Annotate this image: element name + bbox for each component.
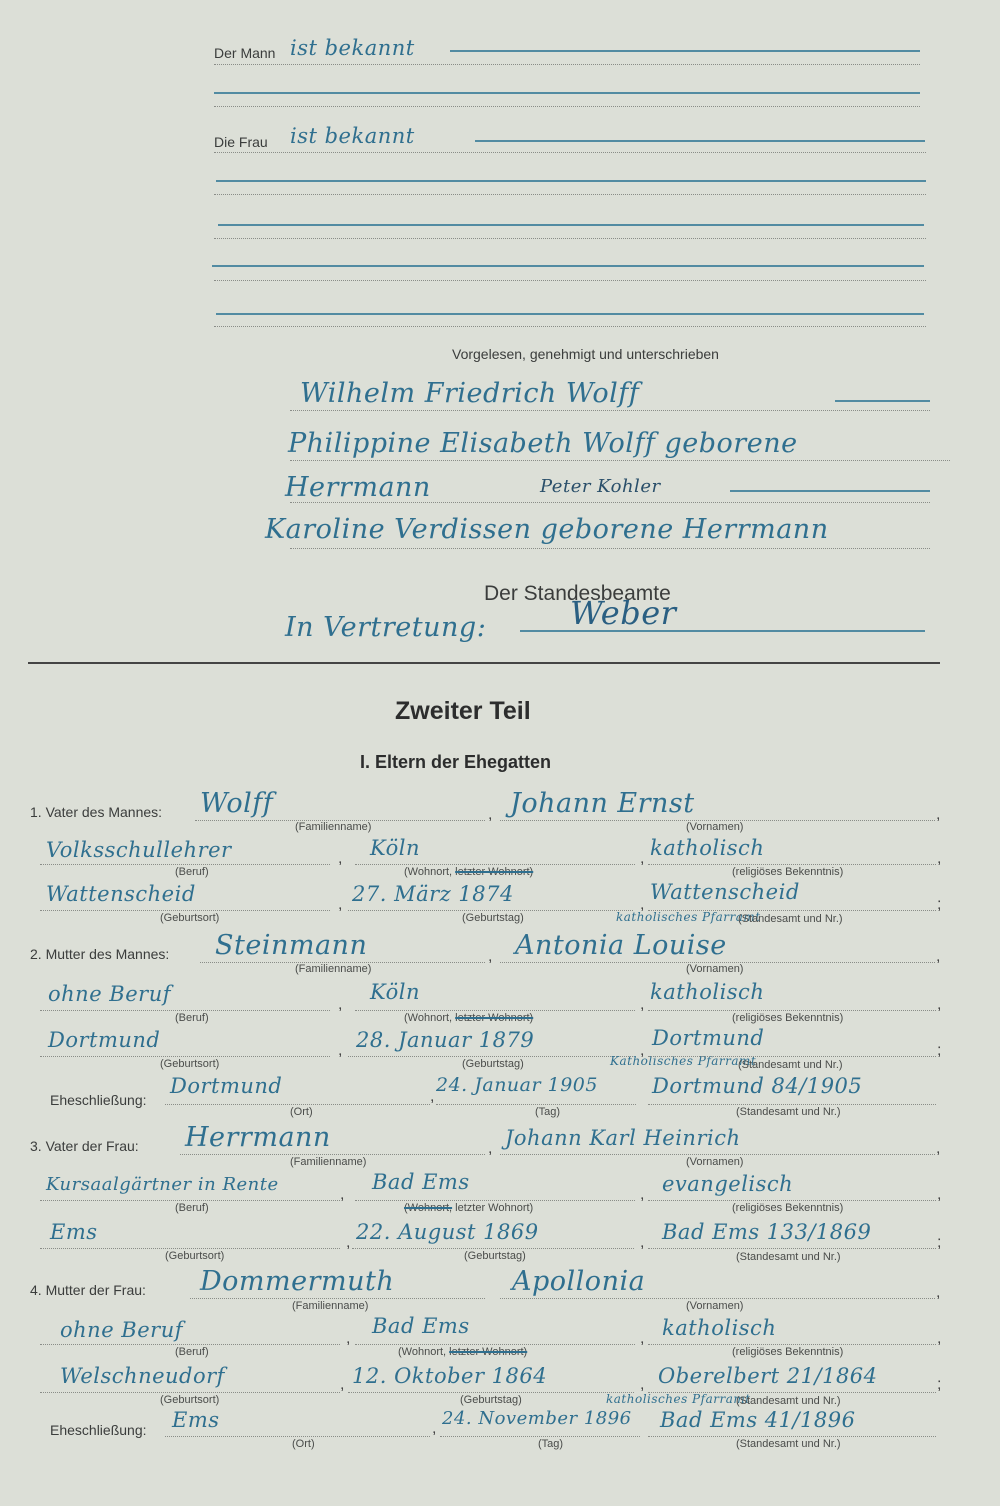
ink-line — [475, 140, 925, 142]
semicolon: ; — [937, 896, 942, 913]
entry-4-familienname: Dommermuth — [200, 1266, 395, 1297]
caption-vornamen: (Vornamen) — [686, 1156, 744, 1168]
comma: , — [338, 850, 343, 867]
marriage-2-standesamt: Bad Ems 41/1896 — [660, 1408, 856, 1432]
signature-wife-maiden: Herrmann — [285, 472, 431, 503]
ink-line — [216, 180, 926, 182]
dotted-line — [40, 1056, 330, 1057]
entry-1-wohnort: Köln — [370, 836, 421, 860]
dotted-line — [40, 1248, 340, 1249]
caption-ort: (Ort) — [290, 1106, 313, 1118]
comma: , — [338, 996, 343, 1013]
entry-1-vornamen: Johann Ernst — [510, 788, 695, 819]
dotted-line — [190, 1298, 485, 1299]
entry-4-standesamt-note: katholisches Pfarramt — [606, 1392, 751, 1406]
caption-geburtsort: (Geburtsort) — [160, 1058, 220, 1070]
standesbeamte-label: Der Standesbeamte — [484, 582, 671, 605]
entry-3-standesamt: Bad Ems 133/1869 — [662, 1220, 872, 1244]
caption-geburtsort: (Geburtsort) — [160, 1394, 220, 1406]
dotted-line — [436, 1104, 636, 1105]
entry-2-wohnort: Köln — [370, 980, 421, 1004]
entry-4-standesamt: Oberelbert 21/1864 — [658, 1364, 878, 1388]
semicolon: ; — [937, 1234, 942, 1251]
dotted-line — [214, 194, 926, 195]
entry-3-wohnort: Bad Ems — [372, 1170, 470, 1194]
dotted-line — [214, 238, 926, 239]
dotted-line — [648, 1056, 936, 1057]
ink-line — [216, 313, 924, 315]
entry-2-standesamt: Dortmund — [652, 1026, 765, 1050]
part-title: Zweiter Teil — [395, 697, 531, 725]
dotted-line — [648, 1392, 936, 1393]
dotted-line — [648, 910, 936, 911]
dotted-line — [348, 1056, 633, 1057]
ink-line — [835, 400, 930, 402]
caption-tag: (Tag) — [535, 1106, 561, 1118]
frau-label: Die Frau — [214, 134, 268, 150]
caption-wohnort: (Wohnort, letzter Wohnort) — [404, 1012, 534, 1024]
caption-geburtsort: (Geburtsort) — [165, 1250, 225, 1262]
comma: , — [937, 850, 942, 867]
dotted-line — [40, 1392, 340, 1393]
dotted-line — [290, 410, 930, 411]
comma: , — [640, 1042, 645, 1059]
dotted-line — [500, 1154, 935, 1155]
comma: , — [488, 1140, 493, 1157]
comma: , — [640, 850, 645, 867]
dotted-line — [355, 1200, 635, 1201]
comma: , — [488, 806, 493, 823]
dotted-line — [290, 502, 930, 503]
ink-line — [214, 92, 920, 94]
caption-beruf: (Beruf) — [175, 866, 209, 878]
caption-familienname: (Familienname) — [292, 1300, 369, 1312]
dotted-line — [214, 280, 926, 281]
comma: , — [936, 806, 941, 823]
marriage-2-ort: Ems — [172, 1408, 220, 1432]
signature-witness-2: Karoline Verdissen geborene Herrmann — [265, 514, 829, 545]
ink-line — [450, 50, 920, 52]
caption-religion: (religiöses Bekenntnis) — [732, 1012, 844, 1024]
dotted-line — [648, 1104, 936, 1105]
section-divider — [28, 662, 940, 664]
ink-line — [218, 224, 924, 226]
comma: , — [640, 996, 645, 1013]
dotted-line — [40, 1200, 340, 1201]
dotted-line — [348, 1392, 634, 1393]
registrar-signature: Weber — [570, 594, 677, 632]
entry-1-geburtstag: 27. März 1874 — [352, 882, 514, 906]
comma: , — [937, 1186, 942, 1203]
section-title: I. Eltern der Ehegatten — [360, 752, 552, 772]
comma: , — [346, 1234, 351, 1251]
comma: , — [936, 1140, 941, 1157]
caption-beruf: (Beruf) — [175, 1202, 209, 1214]
caption-familienname: (Familienname) — [290, 1156, 367, 1168]
entry-2-religion: katholisch — [650, 980, 765, 1004]
dotted-line — [40, 1010, 330, 1011]
entry-1-label: 1. Vater des Mannes: — [30, 804, 163, 820]
comma: , — [640, 1376, 645, 1393]
entry-4-geburtstag: 12. Oktober 1864 — [352, 1364, 548, 1388]
vertretung-text: In Vertretung: — [285, 612, 487, 643]
dotted-line — [290, 548, 930, 549]
signature-wife: Philippine Elisabeth Wolff geborene — [288, 428, 798, 459]
caption-religion: (religiöses Bekenntnis) — [732, 1202, 844, 1214]
entry-1-beruf: Volksschullehrer — [46, 838, 232, 862]
frau-text: ist bekannt — [290, 124, 415, 148]
dotted-line — [648, 1010, 936, 1011]
dotted-line — [355, 864, 635, 865]
entry-4-label: 4. Mutter der Frau: — [30, 1282, 146, 1298]
caption-geburtstag: (Geburtstag) — [460, 1394, 522, 1406]
entry-3-vornamen: Johann Karl Heinrich — [505, 1126, 741, 1150]
caption-vornamen: (Vornamen) — [686, 821, 744, 833]
caption-beruf: (Beruf) — [175, 1012, 209, 1024]
entry-1-familienname: Wolff — [200, 788, 274, 819]
dotted-line — [648, 1248, 936, 1249]
dotted-line — [500, 1298, 935, 1299]
entry-2-label: 2. Mutter des Mannes: — [30, 946, 170, 962]
dotted-line — [348, 910, 633, 911]
caption-familienname: (Familienname) — [295, 963, 372, 975]
entry-2-standesamt-note: Katholisches Pfarramt — [610, 1054, 757, 1068]
dotted-line — [355, 1344, 635, 1345]
comma: , — [640, 896, 645, 913]
dotted-line — [648, 1200, 936, 1201]
mann-text: ist bekannt — [290, 36, 415, 60]
entry-2-geburtstag: 28. Januar 1879 — [356, 1028, 535, 1052]
entry-3-geburtstag: 22. August 1869 — [356, 1220, 539, 1244]
dotted-line — [648, 1436, 936, 1437]
vorgelesen-text: Vorgelesen, genehmigt und unterschrieben — [452, 346, 719, 362]
comma: , — [338, 896, 343, 913]
dotted-line — [180, 1154, 485, 1155]
semicolon: ; — [937, 1376, 942, 1393]
ink-line — [520, 630, 925, 632]
mann-label: Der Mann — [214, 45, 276, 61]
entry-4-geburtsort: Welschneudorf — [60, 1364, 225, 1388]
caption-vornamen: (Vornamen) — [686, 963, 744, 975]
marriage-1-tag: 24. Januar 1905 — [436, 1074, 598, 1096]
caption-beruf: (Beruf) — [175, 1346, 209, 1358]
dotted-line — [165, 1104, 430, 1105]
entry-4-vornamen: Apollonia — [512, 1266, 646, 1297]
entry-2-beruf: ohne Beruf — [48, 982, 171, 1006]
marriage-1-standesamt: Dortmund 84/1905 — [652, 1074, 863, 1098]
entry-3-label: 3. Vater der Frau: — [30, 1138, 139, 1154]
caption-geburtsort: (Geburtsort) — [160, 912, 220, 924]
entry-1-geburtsort: Wattenscheid — [46, 882, 196, 906]
comma: , — [640, 1234, 645, 1251]
comma: , — [338, 1042, 343, 1059]
ink-line — [730, 490, 930, 492]
dotted-line — [214, 106, 920, 107]
caption-ort: (Ort) — [292, 1438, 315, 1450]
dotted-line — [214, 326, 926, 327]
caption-standesamt: (Standesamt und Nr.) — [736, 1251, 841, 1263]
caption-geburtstag: (Geburtstag) — [462, 912, 524, 924]
caption-standesamt: (Standesamt und Nr.) — [736, 1438, 841, 1450]
entry-2-vornamen: Antonia Louise — [515, 930, 727, 961]
dotted-line — [214, 152, 926, 153]
dotted-line — [440, 1436, 640, 1437]
signature-witness-1: Peter Kohler — [540, 476, 661, 497]
comma: , — [936, 948, 941, 965]
marriage-1-ort: Dortmund — [170, 1074, 283, 1098]
marriage-1-label: Eheschließung: — [50, 1092, 147, 1108]
dotted-line — [355, 1010, 635, 1011]
comma: , — [640, 1186, 645, 1203]
entry-3-beruf: Kursaalgärtner in Rente — [46, 1174, 279, 1195]
caption-familienname: (Familienname) — [295, 821, 372, 833]
comma: , — [432, 1420, 437, 1437]
entry-3-geburtsort: Ems — [50, 1220, 98, 1244]
comma: , — [936, 1284, 941, 1301]
comma: , — [937, 1330, 942, 1347]
comma: , — [346, 1330, 351, 1347]
dotted-line — [352, 1248, 634, 1249]
caption-religion: (religiöses Bekenntnis) — [732, 866, 844, 878]
caption-standesamt: (Standesamt und Nr.) — [736, 1106, 841, 1118]
entry-4-religion: katholisch — [662, 1316, 777, 1340]
marriage-2-tag: 24. November 1896 — [442, 1408, 632, 1429]
dotted-line — [40, 1344, 340, 1345]
ink-line — [212, 265, 924, 267]
dotted-line — [290, 460, 950, 461]
signature-husband: Wilhelm Friedrich Wolff — [300, 378, 640, 409]
dotted-line — [40, 864, 330, 865]
dotted-line — [165, 1436, 430, 1437]
entry-1-standesamt-note: katholisches Pfarramt — [616, 910, 761, 924]
marriage-2-label: Eheschließung: — [50, 1422, 147, 1438]
dotted-line — [648, 1344, 936, 1345]
comma: , — [340, 1186, 345, 1203]
caption-geburtstag: (Geburtstag) — [462, 1058, 524, 1070]
entry-3-familienname: Herrmann — [185, 1122, 331, 1153]
dotted-line — [214, 64, 920, 65]
caption-vornamen: (Vornamen) — [686, 1300, 744, 1312]
caption-religion: (religiöses Bekenntnis) — [732, 1346, 844, 1358]
comma: , — [488, 948, 493, 965]
caption-standesamt: (Standesamt und Nr.) — [736, 1395, 841, 1407]
comma: , — [340, 1376, 345, 1393]
caption-standesamt: (Standesamt und Nr.) — [738, 913, 843, 925]
dotted-line — [648, 864, 936, 865]
semicolon: ; — [937, 1042, 942, 1059]
entry-4-wohnort: Bad Ems — [372, 1314, 470, 1338]
caption-geburtstag: (Geburtstag) — [464, 1250, 526, 1262]
entry-1-standesamt: Wattenscheid — [650, 880, 800, 904]
comma: , — [430, 1088, 435, 1105]
caption-tag: (Tag) — [538, 1438, 564, 1450]
entry-4-beruf: ohne Beruf — [60, 1318, 183, 1342]
entry-2-geburtsort: Dortmund — [48, 1028, 161, 1052]
entry-3-religion: evangelisch — [662, 1172, 794, 1196]
caption-wohnort: (Wohnort, letzter Wohnort) — [404, 1202, 534, 1214]
caption-standesamt: (Standesamt und Nr.) — [738, 1059, 843, 1071]
caption-wohnort: (Wohnort, letzter Wohnort) — [404, 866, 534, 878]
comma: , — [640, 1330, 645, 1347]
caption-wohnort: (Wohnort, letzter Wohnort) — [398, 1346, 528, 1358]
dotted-line — [40, 910, 330, 911]
comma: , — [937, 996, 942, 1013]
entry-1-religion: katholisch — [650, 836, 765, 860]
entry-2-familienname: Steinmann — [215, 930, 368, 961]
